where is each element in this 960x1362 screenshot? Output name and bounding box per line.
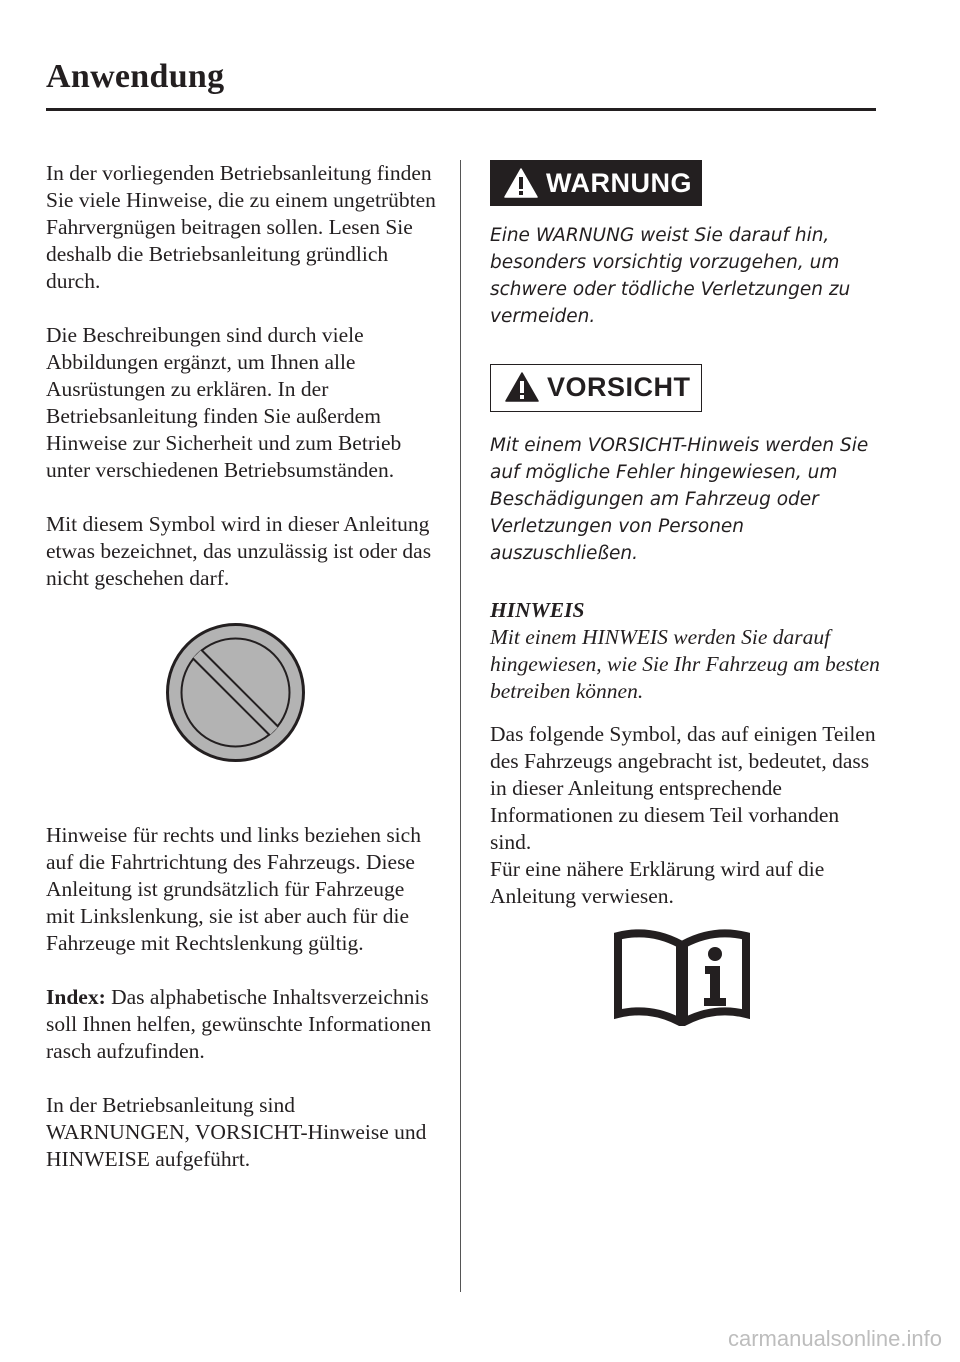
manual-symbol <box>490 910 880 1040</box>
right-column <box>490 160 880 1040</box>
warning-text: Eine WARNUNG weist Sie darauf hin, besonders vorsichtig vorzugehen, um schwere oder tödliche Verletzungen zu vermeiden. <box>490 225 851 327</box>
illustrations-paragraph: Die Beschreibungen sind durch viele Abbildungen ergänzt, um Ihnen alle Ausrüstungen zu erklären. In der Betriebsanleitung finden Sie außerdem Hinweise zur Sicherheit und zum Betrieb unter verschiedenen Betriebsumständen. <box>46 323 402 482</box>
hinweis-block <box>490 597 880 705</box>
intro-paragraph: In der vorliegenden Betriebsanleitung finden Sie viele Hinweise, die zu einem ungetrübten Fahrvergnügen beitragen sollen. Lesen Sie deshalb die Betriebsanleitung gründlich durch. <box>46 161 436 293</box>
caution-label <box>490 364 702 412</box>
hinweis-title: HINWEIS <box>490 598 585 622</box>
warning-label <box>490 160 702 206</box>
prohibition-icon <box>163 620 308 765</box>
warning-label-text: WARNUNG <box>546 168 692 198</box>
notice-types-paragraph: In der Betriebsanleitung sind WARNUNGEN, VORSICHT-Hinweise und HINWEISE aufgeführt. <box>46 1093 427 1171</box>
page-title: Anwendung <box>46 58 225 95</box>
prohibition-symbol <box>46 592 436 822</box>
index-label: Index: <box>46 985 106 1009</box>
index-text: Das alphabetische Inhaltsverzeichnis soll Ihnen helfen, gewünschte Informationen rasch aufzufinden. <box>46 985 432 1063</box>
prohibition-paragraph: Mit diesem Symbol wird in dieser Anleitung etwas bezeichnet, das unzulässig ist oder das nicht geschehen darf. <box>46 512 432 590</box>
caution-triangle-icon <box>505 372 539 402</box>
title-rule <box>46 108 876 111</box>
watermark: carmanualsonline.info <box>727 1326 942 1351</box>
caution-label-text: VORSICHT <box>547 372 691 402</box>
left-column <box>46 160 436 1200</box>
hinweis-text: Mit einem HINWEIS werden Sie darauf hingewiesen, wie Sie Ihr Fahrzeug am besten betreiben können. <box>490 625 880 703</box>
column-divider <box>460 160 461 1292</box>
warning-triangle-icon <box>504 168 538 198</box>
index-paragraph <box>46 984 436 1065</box>
reference-paragraph: Für eine nähere Erklärung wird auf die Anleitung verwiesen. <box>490 857 825 908</box>
caution-text: Mit einem VORSICHT-Hinweis werden Sie auf mögliche Fehler hingewiesen, um Beschädigungen am Fahrzeug oder Verletzungen von Personen auszuschließen. <box>490 435 869 564</box>
direction-paragraph: Hinweise für rechts und links beziehen sich auf die Fahrtrichtung des Fahrzeugs. Diese Anleitung ist grundsätzlich für Fahrzeuge mit Linkslenkung, sie ist aber auch für die Fahrzeuge mit Rechtslenkung gültig. <box>46 823 421 955</box>
symbol-paragraph: Das folgende Symbol, das auf einigen Teilen des Fahrzeugs angebracht ist, bedeutet, dass in dieser Anleitung entsprechende Informationen zu diesem Teil vorhanden sind. <box>490 722 876 854</box>
manual-info-icon <box>614 922 750 1026</box>
